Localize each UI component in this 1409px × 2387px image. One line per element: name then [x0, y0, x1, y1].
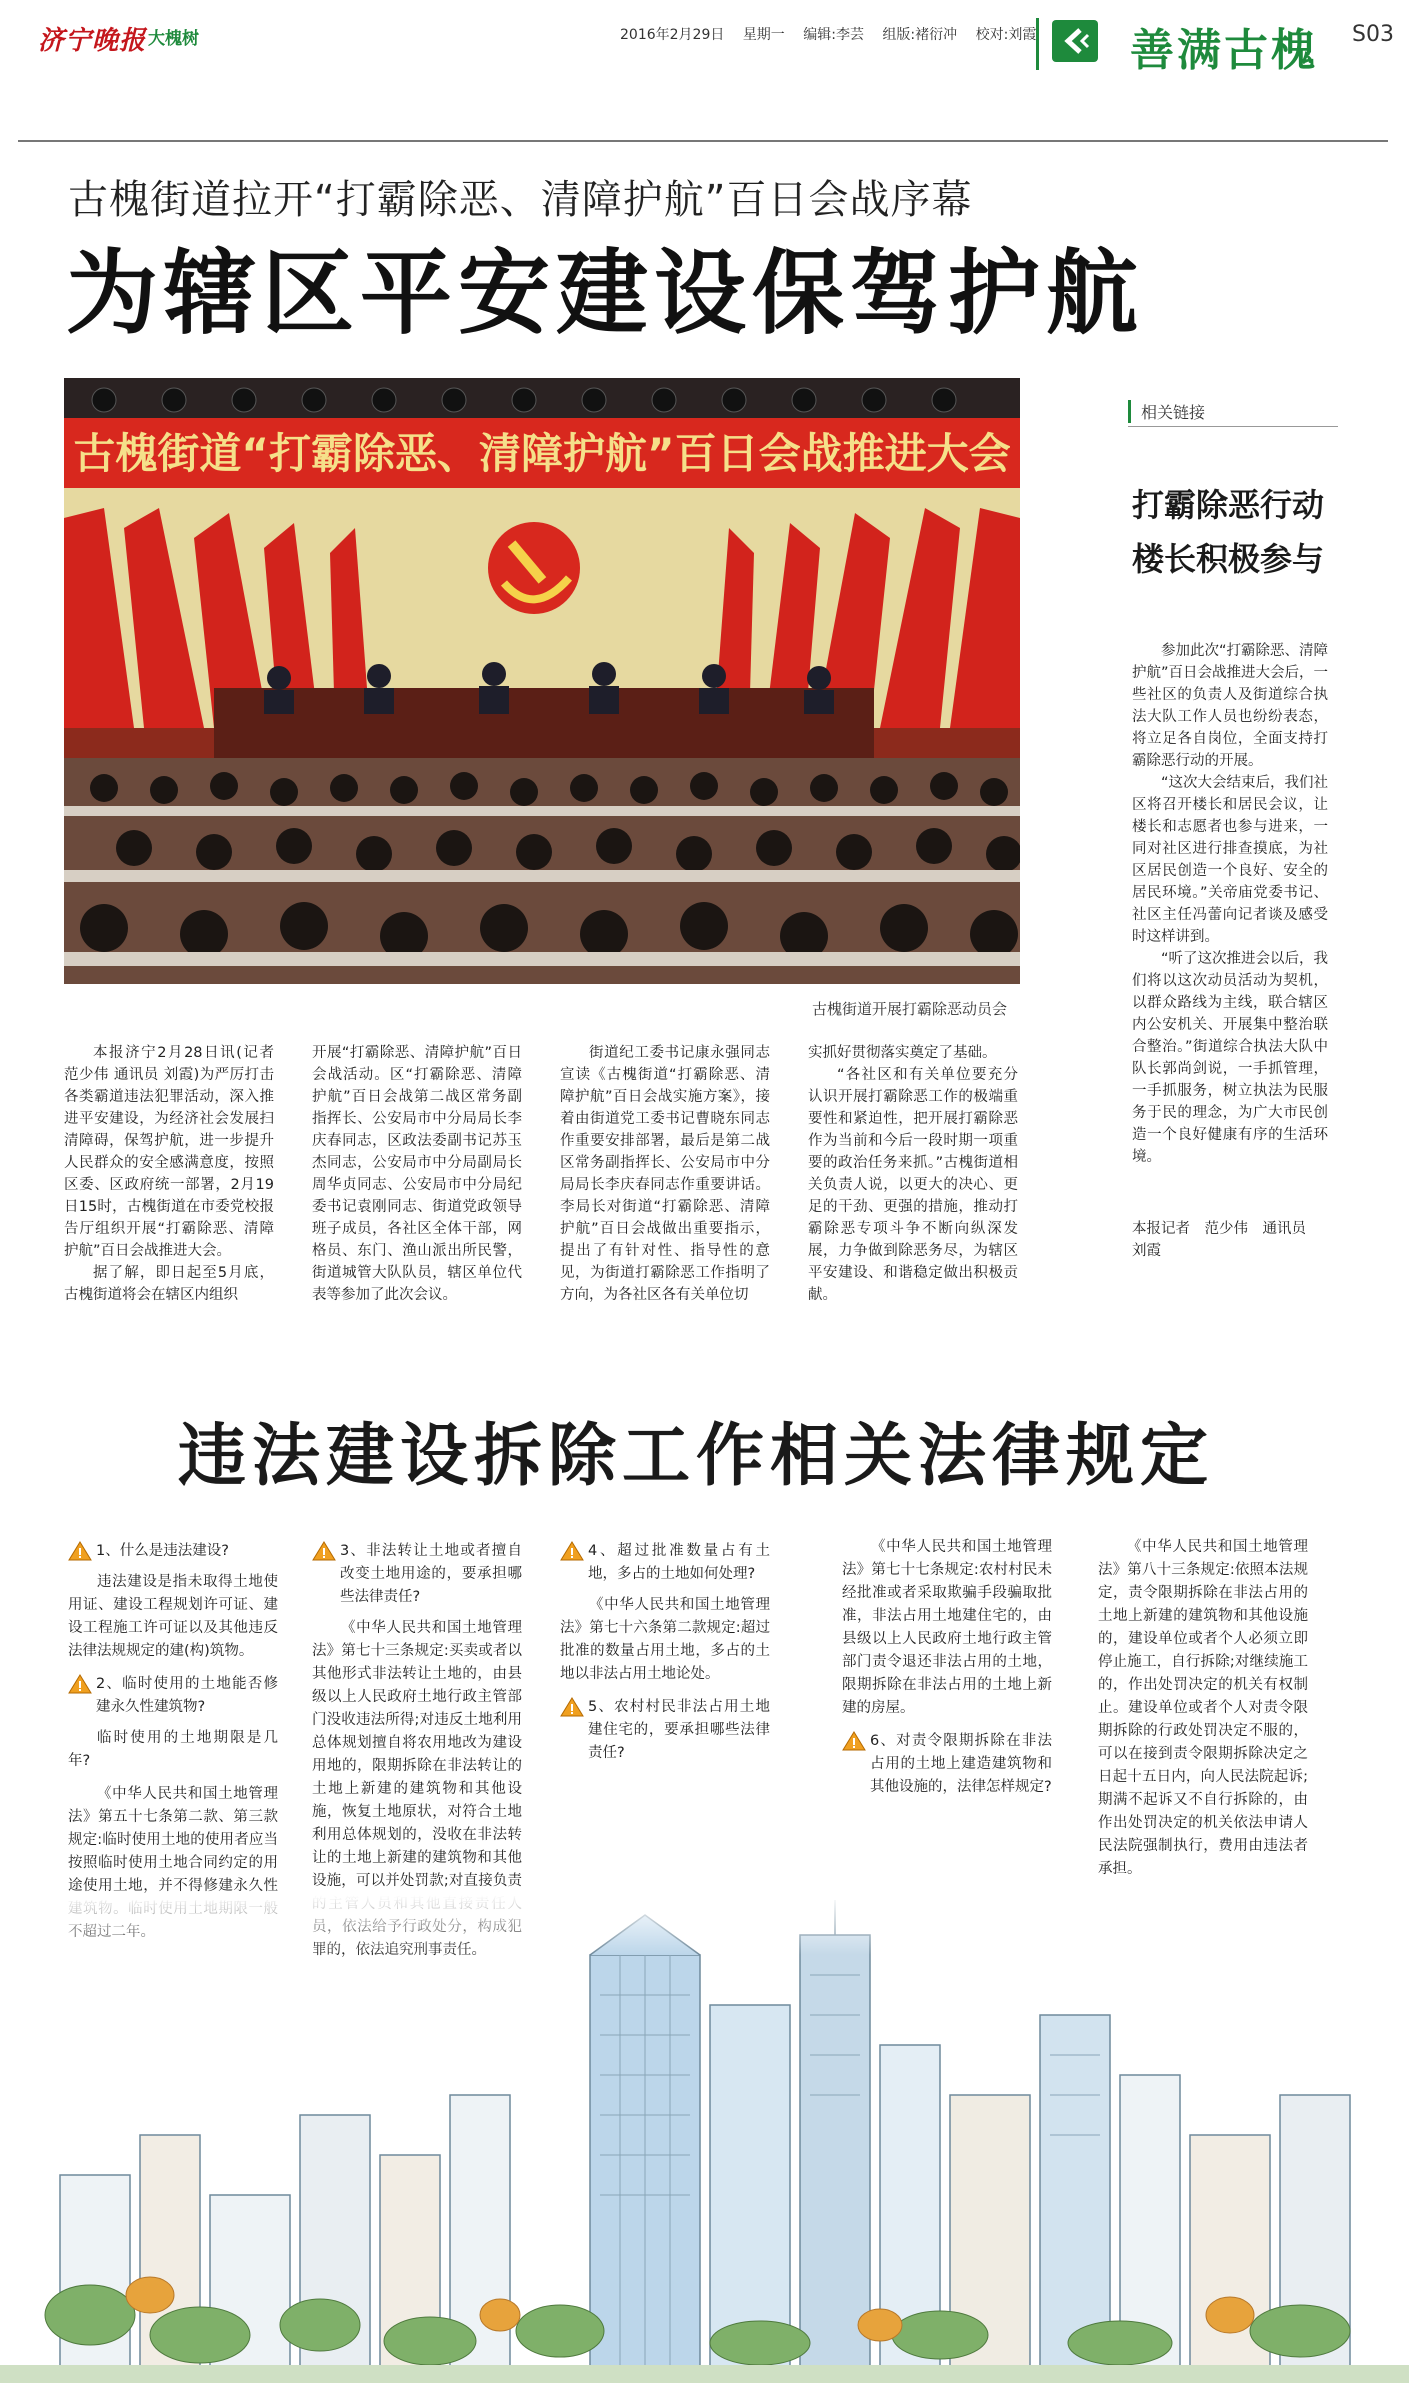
law-question	[560, 1540, 770, 1586]
law-question	[68, 1673, 278, 1719]
warning-icon	[312, 1541, 336, 1561]
article-paragraph: 实抓好贯彻落实奠定了基础。	[808, 1045, 997, 1061]
editor-credit: 编辑:李芸	[803, 27, 864, 43]
section-name: 大槐树	[148, 29, 199, 49]
law-paragraph: 《中华人民共和国土地管理法》第五十七条第二款、第三款规定:临时使用土地的使用者应当按照临时使用土地合同约定的用途使用土地，并不得修建永久性	[68, 1786, 278, 1894]
section-badge	[1052, 20, 1098, 62]
law-column-1	[68, 1536, 278, 1954]
sidebar-body	[1132, 640, 1328, 1168]
warning-icon	[560, 1541, 584, 1561]
warning-icon	[560, 1697, 584, 1717]
law-paragraph: 临时使用的土地期限是几年?	[68, 1730, 278, 1769]
law-question	[560, 1696, 770, 1765]
newspaper-logo: 济宁晚报	[38, 26, 147, 56]
law-question-text: 1、什么是违法建设?	[96, 1543, 229, 1559]
law-paragraph: 《中华人民共和国土地管理法》第七十三条规定:买卖或者以其他形式非法转让土地的，由县级以上人民政府土地行政主管部门没收违法所得;对违反土地利用总体规划擅自将农用地改为建设用地的，限期拆除在非法转让的土地上新建的建筑物和其他设施，恢复土地原状，对符合土地利用总体规划的，没收在非法转让的土地上新建的建筑物和其他设施，可以并处罚款;对直接负责	[312, 1620, 522, 1889]
law-column-3	[560, 1536, 770, 1773]
law-question	[842, 1730, 1052, 1799]
related-link-rule	[1128, 426, 1338, 427]
warning-icon	[842, 1731, 866, 1751]
masthead	[0, 0, 1409, 140]
warning-icon	[68, 1541, 92, 1561]
law-question-text: 2、临时使用的土地能否修建永久性建筑物?	[96, 1676, 278, 1715]
article-column-4	[808, 1042, 1018, 1306]
article-headline: 为辖区平安建设保驾护航	[66, 240, 1145, 347]
page-name: 善满古槐	[1130, 25, 1318, 76]
law-question	[68, 1540, 278, 1563]
law-section-title: 违法建设拆除工作相关法律规定	[178, 1417, 1215, 1496]
warning-icon	[68, 1674, 92, 1694]
masthead-rule	[18, 140, 1388, 142]
law-question	[312, 1540, 522, 1609]
law-paragraph: 《中华人民共和国土地管理法》第八十三条规定:依照本法规定，责令限期拆除在非法占用的土地上新建的建筑物和其他设施的，建设单位或者个人必须立即停止施工，自行拆除;对继续施工的，作出处罚决定的机关有权制止。建设单位或者个人对责令限期拆除的行政处罚决定不服的，可以在接到责令限期拆除决定之日起十五日内，向人民法院起诉;期满不起诉又不自行拆除的，由作出处罚决定的机关依法申请人民法院强制执行，费用由违法者承担。	[1098, 1539, 1308, 1877]
article-subhead: 古槐街道拉开“打霸除恶、清障护航”百日会战序幕	[68, 177, 973, 223]
law-paragraph: 违法建设是指未取得土地使用证、建设工程规划许可证、建设工程施工许可证以及其他违反法律法规规定的建(构)筑物。	[68, 1574, 278, 1659]
article-paragraph: 本报济宁2月28日讯(记者 范少伟 通讯员 刘霞)为严厉打击各类霸道违法犯罪活动，深入推进平安建设，为经济社会发展扫清障碍，保驾护航，进一步提升人民群众的安全感满意度，按照区委、区政府统一部署，2月19日15时，古槐街道在市委党校报告厅组织开展“打霸除恶、清障护航”百日会战推进大会。	[64, 1045, 274, 1259]
related-link-tag: 相关链接	[1128, 400, 1205, 423]
article-paragraph: 据了解，即日起至5月底，古槐街道将会在辖区内组织	[64, 1265, 274, 1303]
law-paragraph: 《中华人民共和国土地管理法》第七十六条第二款规定:超过批准的数量占用土地，多占的土地以非法占用土地论处。	[560, 1597, 770, 1682]
article-paragraph: “各社区和有关单位要充分认识开展打霸除恶工作的极端重要性和紧迫性，把开展打霸除恶作为当前和今后一段时期一项重要的政治任务来抓。”古槐街道相关负责人说，以更大的决心、更足的干劲、更强的措施，推动打霸除恶专项斗争不断向纵深发展，力争做到除恶务尽，为辖区平安建设、和谐稳定做出积极贡献。	[808, 1067, 1018, 1303]
masthead-divider	[1036, 18, 1039, 70]
chevron-left-icon	[1058, 26, 1092, 56]
proof-credit: 校对:刘霞	[975, 27, 1037, 43]
law-question-text: 3、非法转让土地或者擅自改变土地用途的，要承担哪些法律责任?	[340, 1543, 522, 1605]
law-column-5	[1098, 1536, 1308, 1891]
article-column-1	[64, 1042, 274, 1306]
city-skyline-illustration	[0, 1895, 1409, 2383]
issue-weekday: 星期一	[742, 27, 785, 43]
sidebar-title-line: 楼长积极参与	[1132, 540, 1325, 578]
sidebar-paragraph: 参加此次“打霸除恶、清障护航”百日会战推进大会后，一些社区的负责人及街道综合执法大队工作人员也纷纷表态，将立足各自岗位，全面支持打霸除恶行动的开展。	[1132, 643, 1329, 769]
party-emblem	[488, 522, 580, 614]
issue-date: 2016年2月29日	[620, 27, 725, 43]
meeting-photo	[64, 378, 1020, 984]
article-column-2	[312, 1042, 522, 1306]
law-question-text: 5、农村村民非法占用土地建住宅的，要承担哪些法律责任?	[588, 1699, 770, 1761]
law-column-4	[842, 1536, 1052, 1807]
sidebar-title-line: 打霸除恶行动	[1132, 486, 1325, 524]
article-paragraph: 街道纪工委书记康永强同志宣读《古槐街道“打霸除恶、清障护航”百日会战实施方案》，接着由街道党工委书记曹晓东同志作重要安排部署，最后是第二战区常务副指挥长、公安局市中分局局长李庆春同志作重要讲话。李局长对街道“打霸除恶、清障护航”百日会战做出重要指示，提出了有针对性、指导性的意见，为街道打霸除恶工作指明了方向，为各社区各有关单位切	[560, 1045, 770, 1303]
law-question-text: 4、超过批准数量占有土地，多占的土地如何处理?	[588, 1543, 770, 1582]
photo-caption: 古槐街道开展打霸除恶动员会	[812, 1000, 1008, 1018]
layout-credit: 组版:褚衍冲	[882, 27, 958, 43]
sidebar-paragraph: “听了这次推进会以后，我们将以这次动员活动为契机，以群众路线为主线，联合辖区内公安机关、开展集中整治联合整治。”街道综合执法大队中队长郭尚剑说，一手抓管理，一手抓服务，树立执法为民服务于民的理念，为广大市民创造一个良好健康有序的生活环境。	[1132, 951, 1329, 1165]
sidebar-paragraph: “这次大会结束后，我们社区将召开楼长和居民会议，让楼长和志愿者也参与进来，一同对社区进行排查摸底，为社区居民创造一个良好、安全的居民环境。”关帝庙党委书记、社区主任冯蕾向记者谈及感受时这样讲到。	[1132, 775, 1329, 945]
page-number: S03	[1352, 22, 1394, 47]
article-paragraph: 开展“打霸除恶、清障护航”百日会战活动。区“打霸除恶、清障护航”百日会战第二战区常务副指挥长、公安局市中分局局长李庆春同志，区政法委副书记苏玉杰同志，公安局市中分局副局长周华贞同志、公安局市中分局纪委书记袁刚同志、街道党政领导班子成员，各社区全体干部，网格员、东门、渔山派出所民警，街道城管大队队员，辖区单位代表等参加了此次会议。	[312, 1045, 522, 1303]
article-column-3	[560, 1042, 770, 1306]
sidebar-title	[1132, 478, 1372, 586]
law-question-text: 6、对责令限期拆除在非法占用的土地上建造建筑物和其他设施的，法律怎样规定?	[870, 1733, 1052, 1795]
law-paragraph: 《中华人民共和国土地管理法》第七十七条规定:农村村民未经批准或者采取欺骗手段骗取批准，非法占用土地建住宅的，由县级以上人民政府土地行政主管部门责令退还非法占用的土地，限期拆除在非法占用的土地上新建的房屋。	[842, 1539, 1052, 1716]
issue-meta	[620, 24, 1050, 44]
sidebar-byline: 本报记者 范少伟 通讯员 刘霞	[1132, 1221, 1321, 1259]
photo-banner-text: 古槐街道“打霸除恶、清障护航”百日会战推进大会	[73, 429, 1011, 478]
